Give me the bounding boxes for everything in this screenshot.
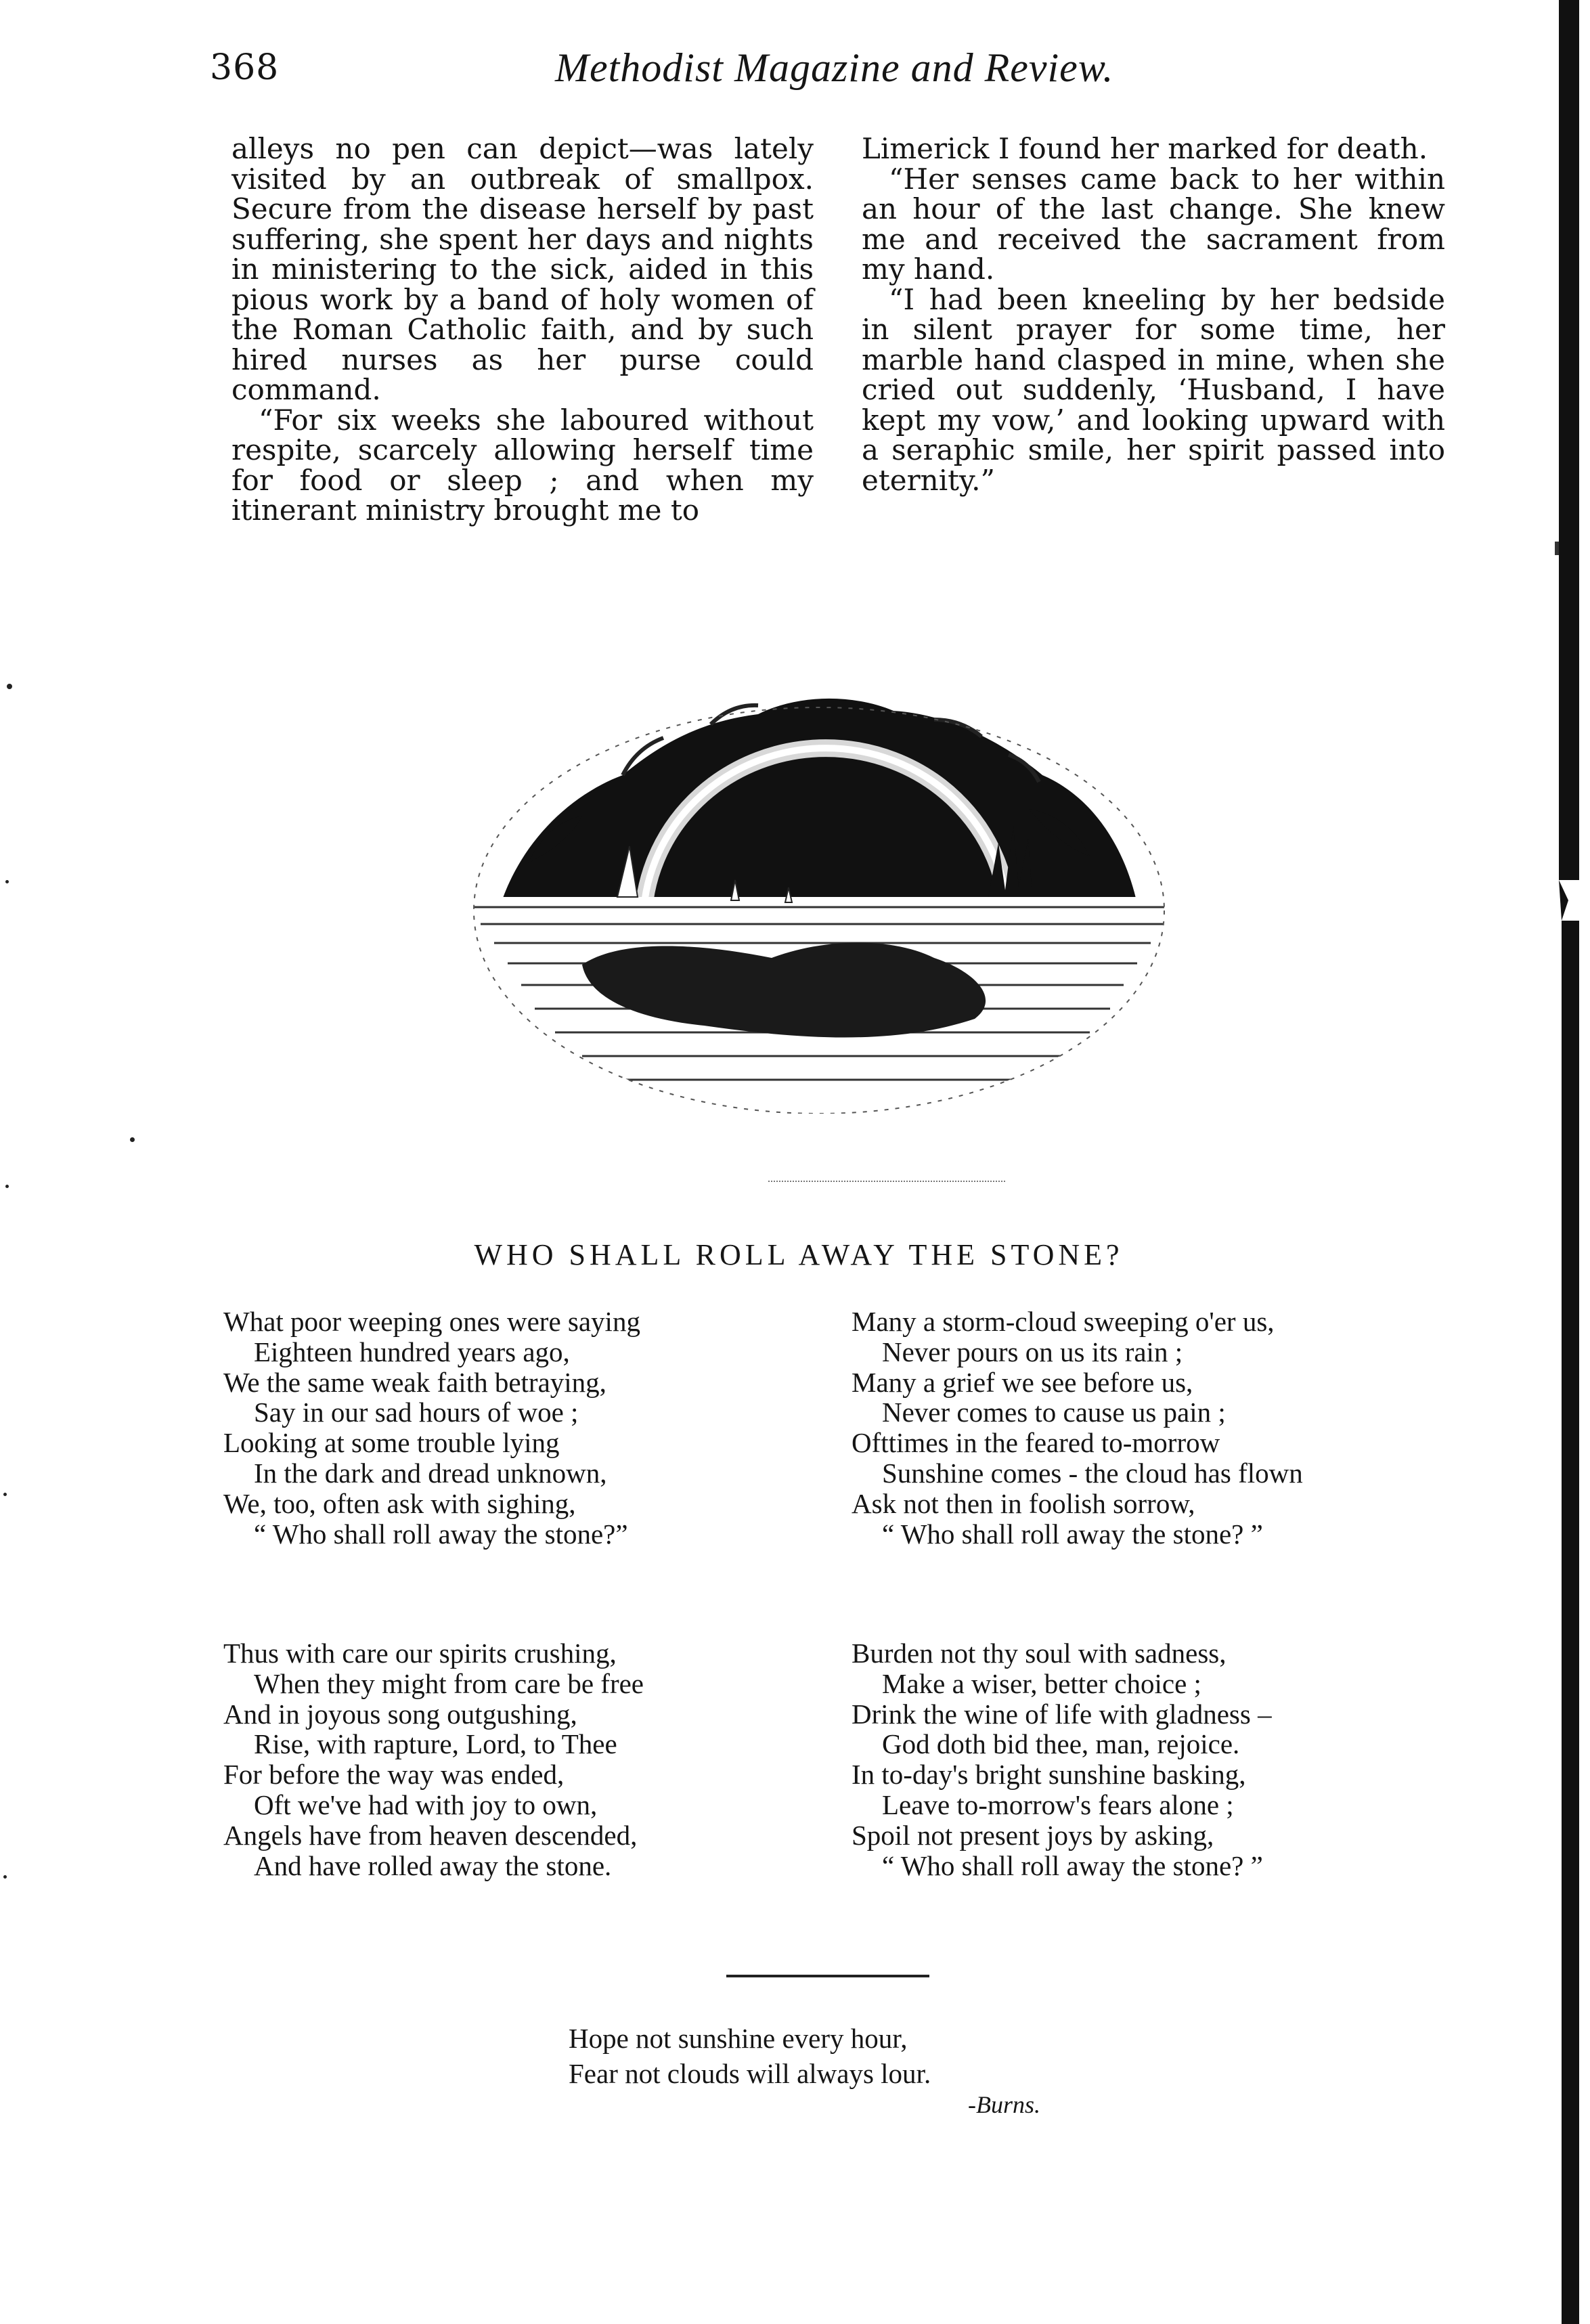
poem-line: Never pours on us its rain ; — [882, 1336, 1183, 1367]
prose-paragraph: “I had been kneeling by her bedside in silent prayer for some time, her marble hand clasped in mine, when she cried out suddenly, ‘Husband, I have kept my vow,’ and looking upward with a seraphic smile, her spirit passed into eternity.” — [862, 282, 1445, 497]
prose-left-column — [231, 134, 814, 526]
epigraph — [569, 2021, 931, 2091]
poem-line: Many a grief we see before us, — [852, 1366, 1193, 1398]
prose-right-column — [862, 134, 1445, 496]
poem-line: Make a wiser, better choice ; — [882, 1667, 1201, 1699]
poem-line: We the same weak faith betraying, — [223, 1366, 606, 1398]
poem-line: Thus with care our spirits crushing, — [223, 1638, 617, 1669]
engraving-foliage — [501, 699, 1137, 904]
poem-line: What poor weeping ones were saying — [223, 1306, 640, 1337]
poem-line: Drink the wine of life with gladness – — [852, 1698, 1272, 1730]
poem-line: When they might from care be free — [254, 1667, 644, 1699]
scan-speck — [5, 1185, 9, 1188]
scan-speck — [130, 1137, 135, 1142]
poem-stanza-2 — [223, 1638, 644, 1881]
poem-stanza-3 — [852, 1307, 1303, 1549]
prose-paragraph: “For six weeks she laboured without respite, scarcely allowing herself time for food or sleep ; and when my itinerant ministry brought me to — [231, 403, 814, 527]
scan-speck — [3, 1493, 7, 1496]
epigraph-attribution: -Burns. — [968, 2091, 1040, 2118]
poem-line: Ofttimes in the feared to-morrow — [852, 1427, 1220, 1459]
poem-stanza-4 — [852, 1638, 1272, 1881]
poem-line: Looking at some trouble lying — [223, 1427, 560, 1459]
poem-line: In the dark and dread unknown, — [254, 1457, 607, 1489]
poem-line: God doth bid thee, man, rejoice. — [882, 1728, 1240, 1760]
poem-stanza-1 — [223, 1307, 640, 1549]
prose-paragraph: alleys no pen can depict—was lately visited by an outbreak of smallpox. Secure from the disease herself by past suffering, she spent her days and nights in ministering to the sick, aided in this pious work by a band of holy women of the Roman Catholic faith, and by such hired nurses as her purse could command. — [231, 132, 814, 406]
rainbow-lake-engraving — [420, 640, 1218, 1114]
scan-edge-border — [1553, 0, 1584, 2324]
poem-line: Angels have from heaven descended, — [223, 1819, 638, 1851]
poem-line: Say in our sad hours of woe ; — [254, 1397, 579, 1428]
prose-paragraph: Limerick I found her marked for death. — [862, 132, 1428, 165]
running-title: Methodist Magazine and Review. — [555, 45, 1114, 90]
poem-line: “ Who shall roll away the stone? ” — [882, 1518, 1263, 1550]
poem-line: Eighteen hundred years ago, — [254, 1336, 570, 1367]
section-divider-rule — [726, 1975, 929, 1977]
scan-speck — [3, 1875, 7, 1879]
poem-line: “ Who shall roll away the stone? ” — [882, 1849, 1263, 1881]
poem-line: Rise, with rapture, Lord, to Thee — [254, 1728, 617, 1760]
poem-line: Burden not thy soul with sadness, — [852, 1638, 1227, 1669]
prose-paragraph: “Her senses came back to her within an hour of the last change. She knew me and received the sacrament from my hand. — [862, 162, 1445, 286]
poem-line: And in joyous song outgushing, — [223, 1698, 577, 1730]
poem-line: Oft we've had with joy to own, — [254, 1789, 598, 1820]
poem-line: Spoil not present joys by asking, — [852, 1819, 1214, 1851]
printing-artifact-line — [768, 1181, 1005, 1182]
poem-title: WHO SHALL ROLL AWAY THE STONE? — [474, 1238, 1124, 1271]
epigraph-line: Fear not clouds will always lour. — [569, 2058, 931, 2089]
poem-line: “ Who shall roll away the stone?” — [254, 1518, 628, 1550]
epigraph-line: Hope not sunshine every hour, — [569, 2023, 908, 2054]
poem-line: Leave to-morrow's fears alone ; — [882, 1789, 1234, 1820]
page-number: 368 — [210, 47, 280, 88]
poem-line: For before the way was ended, — [223, 1759, 565, 1791]
poem-line: Many a storm-cloud sweeping o'er us, — [852, 1306, 1275, 1337]
poem-line: And have rolled away the stone. — [254, 1849, 612, 1881]
poem-line: We, too, often ask with sighing, — [223, 1487, 576, 1519]
scan-speck — [5, 880, 9, 883]
scan-speck — [7, 684, 12, 689]
poem-line: Ask not then in foolish sorrow, — [852, 1487, 1195, 1519]
poem-line: Never comes to cause us pain ; — [882, 1397, 1226, 1428]
poem-line: In to-day's bright sunshine basking, — [852, 1759, 1246, 1791]
poem-line: Sunshine comes - the cloud has flown — [882, 1457, 1303, 1489]
